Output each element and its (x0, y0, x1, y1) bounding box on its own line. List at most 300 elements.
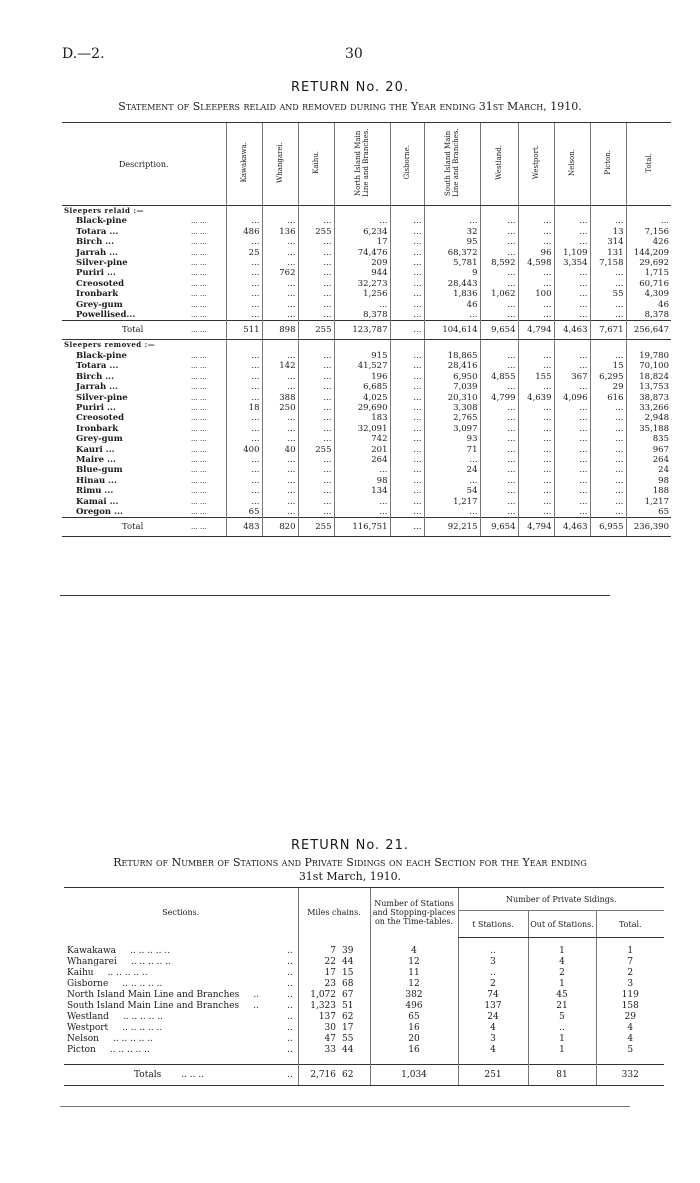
total-cell: 4,794 (518, 518, 554, 537)
table-row (62, 403, 671, 413)
total-cell: 256,647 (626, 321, 671, 340)
empty-cell (334, 206, 390, 217)
empty-cell (596, 1056, 664, 1065)
table-row (62, 216, 671, 226)
totals-label-cell (64, 1065, 284, 1086)
value-cell: ... (554, 486, 590, 496)
total-row (62, 321, 671, 340)
total-cell: 511 (226, 321, 262, 340)
empty-cell (480, 206, 518, 217)
section-label: Kaihu (67, 968, 94, 978)
leader-dots: ... ... (190, 238, 207, 247)
value-cell: 1,836 (424, 289, 480, 299)
value-cell: ... (298, 393, 334, 403)
value-cell: ... (518, 413, 554, 423)
value-cell: 4,639 (518, 393, 554, 403)
row-label: Powellised... (76, 310, 136, 321)
value-cell: 1,217 (424, 497, 480, 507)
value-cell: 915 (334, 351, 390, 361)
value-cell: 17 (334, 237, 390, 247)
value-cell: 144,209 (626, 248, 671, 258)
value-cell: ... (518, 310, 554, 321)
total-cell: 9,654 (480, 518, 518, 537)
chains-cell: 44 (342, 957, 354, 967)
stations-cell: 16 (370, 1023, 458, 1034)
value-cell: ... (390, 361, 424, 371)
value-cell: ... (226, 361, 262, 371)
value-cell: ... (518, 476, 554, 486)
row-label: Creosoted (76, 278, 125, 289)
value-cell: ... (262, 289, 298, 299)
value-cell: ... (480, 445, 518, 455)
miles-cell: 1,323 (298, 1001, 338, 1012)
value-cell: 13 (590, 227, 626, 237)
value-cell: 96 (518, 248, 554, 258)
value-cell: ... (390, 248, 424, 258)
leader-dots: ... ... (190, 435, 207, 444)
row-label: Blue-gum (76, 465, 123, 476)
empty-cell (518, 206, 554, 217)
stations-cell: 12 (370, 957, 458, 968)
leader-dots: .. (287, 990, 293, 1000)
stations-cell: 4 (370, 946, 458, 957)
value-cell: ... (390, 393, 424, 403)
value-cell: 8,378 (626, 310, 671, 321)
value-cell: ... (226, 486, 262, 496)
table-row (62, 486, 671, 496)
value-cell: ... (518, 486, 554, 496)
row-label: Maire ... (76, 454, 116, 465)
section-name (64, 1034, 284, 1045)
value-cell: ... (480, 382, 518, 392)
sections-header: Sections. (64, 888, 298, 938)
total-cell: 898 (262, 321, 298, 340)
value-cell: 29,690 (334, 403, 390, 413)
empty-cell (554, 206, 590, 217)
leader-dots: ... ... (190, 227, 207, 236)
leader-dots: .. (287, 1001, 293, 1011)
empty-cell (338, 938, 370, 947)
value-cell: 142 (262, 361, 298, 371)
stations-total: 1,034 (370, 1065, 458, 1086)
stations-cell: 496 (370, 1001, 458, 1012)
table-row (64, 979, 664, 990)
empty-cell (528, 938, 596, 947)
value-cell: ... (590, 434, 626, 444)
value-cell: ... (480, 403, 518, 413)
value-cell: 55 (590, 289, 626, 299)
value-cell: ... (480, 268, 518, 278)
section-name (64, 1045, 284, 1056)
total-cell: 7 (596, 957, 664, 968)
value-cell: 4,855 (480, 372, 518, 382)
miles-cell: 22 (298, 957, 338, 968)
value-cell: ... (298, 476, 334, 486)
value-cell: ... (298, 268, 334, 278)
value-cell: ... (590, 268, 626, 278)
value-cell: ... (262, 310, 298, 321)
value-cell: ... (390, 268, 424, 278)
leader-dots: ... ... (190, 300, 207, 309)
value-cell: 38,873 (626, 393, 671, 403)
value-cell: ... (518, 361, 554, 371)
total-cell: 116,751 (334, 518, 390, 537)
value-cell: ... (298, 507, 334, 518)
value-cell: 196 (334, 372, 390, 382)
value-cell: ... (262, 258, 298, 268)
miles-header: Miles chains. (298, 888, 370, 938)
section-name (64, 1023, 284, 1034)
value-cell: ... (518, 424, 554, 434)
value-cell: ... (518, 497, 554, 507)
value-cell: 40 (262, 445, 298, 455)
stations-cell: 12 (370, 979, 458, 990)
value-cell: ... (262, 300, 298, 310)
value-cell: ... (226, 300, 262, 310)
value-cell: 24 (626, 465, 671, 475)
table-row (62, 310, 671, 321)
value-cell: ... (590, 216, 626, 226)
value-cell: ... (390, 300, 424, 310)
value-cell: 8,378 (334, 310, 390, 321)
miles-cell: 1,072 (298, 990, 338, 1001)
value-cell: ... (480, 497, 518, 507)
value-cell: 3,354 (554, 258, 590, 268)
value-cell: 65 (626, 507, 671, 518)
value-cell: ... (554, 434, 590, 444)
table-row (62, 289, 671, 299)
leader-dots: ... ... (190, 445, 207, 454)
value-cell: ... (554, 424, 590, 434)
row-label: Birch ... (76, 237, 115, 248)
row-label: Puriri ... (76, 402, 116, 413)
value-cell: 486 (226, 227, 262, 237)
value-cell: 3,097 (424, 424, 480, 434)
value-cell: ... (480, 279, 518, 289)
value-cell: ... (298, 403, 334, 413)
value-cell: 183 (334, 413, 390, 423)
leader-dots: ... ... (190, 362, 207, 371)
chains-total: 62 (338, 1065, 370, 1086)
table-row (62, 413, 671, 423)
value-cell: ... (554, 445, 590, 455)
value-cell: ... (262, 497, 298, 507)
section-label: Kawakawa (67, 946, 117, 956)
value-cell: ... (226, 268, 262, 278)
value-cell: ... (334, 507, 390, 518)
value-cell: ... (390, 486, 424, 496)
value-cell: 7,158 (590, 258, 626, 268)
value-cell: 944 (334, 268, 390, 278)
miles-cell: 47 (298, 1034, 338, 1045)
section-name (64, 1012, 284, 1023)
value-cell: 95 (424, 237, 480, 247)
value-cell: ... (554, 455, 590, 465)
value-cell: 24 (424, 465, 480, 475)
row-label: Ironbark (76, 423, 119, 434)
section-name (64, 946, 284, 957)
total-cell: 9,654 (480, 321, 518, 340)
total-cell: 236,390 (626, 518, 671, 537)
value-cell: ... (226, 310, 262, 321)
leader-dots: ... ... (190, 372, 207, 381)
value-cell: ... (390, 372, 424, 382)
stations-header-row (64, 888, 664, 911)
totals-label: Totals (134, 1070, 162, 1080)
chains-cell: 67 (342, 990, 354, 1000)
row-label: Silver-pine (76, 392, 128, 403)
value-cell: 35,188 (626, 424, 671, 434)
value-cell: ... (480, 424, 518, 434)
row-label: Jarrah ... (76, 247, 119, 258)
value-cell: ... (390, 476, 424, 486)
out-of-stations-cell: 21 (528, 1001, 596, 1012)
leader-dots: ... ... (190, 487, 207, 496)
value-cell: 4,096 (554, 393, 590, 403)
stations-cell: 65 (370, 1012, 458, 1023)
row-label: Totara ... (76, 226, 119, 237)
row-label: Totara ... (76, 361, 119, 372)
section-label: Westport (67, 1023, 109, 1033)
value-cell: ... (554, 361, 590, 371)
section-name (64, 1001, 284, 1012)
value-cell: 762 (262, 268, 298, 278)
value-cell: ... (590, 445, 626, 455)
column-header: Total. (626, 123, 671, 206)
at-stations-total: 251 (458, 1065, 528, 1086)
column-header: Nelson. (554, 123, 590, 206)
table-row (64, 946, 664, 957)
value-cell: 20,310 (424, 393, 480, 403)
value-cell: ... (554, 289, 590, 299)
empty-cell (226, 206, 262, 217)
value-cell: 29,692 (626, 258, 671, 268)
return-21-subtitle-line2: 31st March, 1910. (298, 870, 402, 883)
value-cell: ... (590, 476, 626, 486)
at-stations-header: t Stations. (458, 911, 528, 938)
value-cell: ... (626, 216, 671, 226)
value-cell: ... (262, 413, 298, 423)
empty-cell (298, 938, 338, 947)
column-header: North Island Main Line and Branches. (334, 123, 390, 206)
leader-dots: ... ... (190, 393, 207, 402)
value-cell: ... (226, 382, 262, 392)
value-cell: 5,781 (424, 258, 480, 268)
value-cell: 967 (626, 445, 671, 455)
value-cell: ... (226, 289, 262, 299)
value-cell: 4,309 (626, 289, 671, 299)
value-cell: ... (424, 455, 480, 465)
column-header: Whangarei. (262, 123, 298, 206)
sleepers-table (62, 122, 671, 537)
value-cell: 74,476 (334, 248, 390, 258)
value-cell: 255 (298, 445, 334, 455)
row-label: Rimu ... (76, 486, 114, 497)
total-cell: 158 (596, 1001, 664, 1012)
section-label: Nelson (67, 1034, 99, 1044)
value-cell: 71 (424, 445, 480, 455)
stations-table-body (64, 938, 664, 1086)
leader-dots: .. (287, 968, 293, 978)
value-cell: 8,592 (480, 258, 518, 268)
value-cell: ... (390, 403, 424, 413)
total-cell: 3 (596, 979, 664, 990)
value-cell: 65 (226, 507, 262, 518)
leader-dots: ... ... (190, 311, 207, 320)
value-cell: ... (590, 497, 626, 507)
section-heading: Sleepers relaid :— (64, 206, 144, 215)
total-cell: 6,955 (590, 518, 626, 537)
value-cell: 1,217 (626, 497, 671, 507)
leader-dots: ... ... (190, 497, 207, 506)
value-cell: 19,780 (626, 351, 671, 361)
value-cell: ... (480, 248, 518, 258)
miles-cell: 30 (298, 1023, 338, 1034)
value-cell: ... (518, 237, 554, 247)
sleepers-header-row (62, 123, 671, 206)
total-cell: 123,787 (334, 321, 390, 340)
section-heading-row (62, 206, 671, 217)
leader-dots: ... ... (190, 290, 207, 299)
column-header: South Island Main Line and Branches. (424, 123, 480, 206)
total-cell: 255 (298, 518, 334, 537)
out-of-stations-cell: 4 (528, 957, 596, 968)
leader-dots: .. (287, 1023, 293, 1033)
leader-dots: ... ... (190, 507, 207, 516)
section-label: Gisborne (67, 979, 109, 989)
value-cell: ... (226, 372, 262, 382)
empty-cell (596, 938, 664, 947)
value-cell: ... (518, 434, 554, 444)
value-cell: ... (298, 361, 334, 371)
leader-dots: .. .. .. (181, 1070, 205, 1080)
value-cell: ... (554, 279, 590, 289)
at-stations-cell: 74 (458, 990, 528, 1001)
table-row (64, 1023, 664, 1034)
value-cell: ... (262, 434, 298, 444)
value-cell: ... (424, 310, 480, 321)
stations-cell: 382 (370, 990, 458, 1001)
value-cell: ... (554, 300, 590, 310)
chains-cell: 68 (342, 979, 354, 989)
empty-cell (626, 340, 671, 351)
empty-cell (370, 938, 458, 947)
table-row (62, 361, 671, 371)
table-row (62, 497, 671, 507)
value-cell: ... (390, 507, 424, 518)
total-cell: 255 (298, 321, 334, 340)
value-cell: ... (554, 403, 590, 413)
total-cell: 104,614 (424, 321, 480, 340)
value-cell: ... (480, 465, 518, 475)
leader-dots: ... ... (190, 424, 207, 433)
value-cell: ... (480, 476, 518, 486)
out-of-stations-cell: 5 (528, 1012, 596, 1023)
value-cell: ... (298, 382, 334, 392)
row-label: Hinau ... (76, 475, 117, 486)
value-cell: ... (226, 434, 262, 444)
total-cell: ... (390, 518, 424, 537)
value-cell: ... (262, 279, 298, 289)
empty-cell (338, 1056, 370, 1065)
table-row (62, 465, 671, 475)
value-cell: ... (390, 497, 424, 507)
value-cell: ... (298, 486, 334, 496)
empty-cell (226, 340, 262, 351)
value-cell: ... (480, 361, 518, 371)
value-cell: 4,598 (518, 258, 554, 268)
value-cell: ... (262, 507, 298, 518)
value-cell: ... (262, 455, 298, 465)
row-label: Black-pine (76, 216, 127, 227)
value-cell: 426 (626, 237, 671, 247)
value-cell: ... (226, 393, 262, 403)
table-row (64, 1034, 664, 1045)
value-cell: ... (226, 258, 262, 268)
miles-cell: 17 (298, 968, 338, 979)
total-header: Total. (596, 911, 664, 938)
row-label: Grey-gum (76, 434, 123, 445)
value-cell: 155 (518, 372, 554, 382)
total-label: Total (62, 321, 172, 340)
value-cell: ... (298, 413, 334, 423)
value-cell: ... (390, 289, 424, 299)
value-cell: ... (518, 227, 554, 237)
value-cell: ... (518, 351, 554, 361)
value-cell: ... (298, 279, 334, 289)
value-cell: 388 (262, 393, 298, 403)
value-cell: 742 (334, 434, 390, 444)
value-cell: 15 (590, 361, 626, 371)
value-cell: ... (298, 310, 334, 321)
at-stations-cell: 2 (458, 979, 528, 990)
value-cell: ... (518, 268, 554, 278)
out-of-stations-cell: .. (528, 1023, 596, 1034)
value-cell: 18 (226, 403, 262, 413)
chains-cell: 55 (342, 1034, 354, 1044)
value-cell: ... (262, 372, 298, 382)
empty-cell (590, 206, 626, 217)
value-cell: ... (262, 351, 298, 361)
value-cell: ... (554, 216, 590, 226)
table-row (62, 351, 671, 361)
leader-dots: ... ... (190, 351, 207, 360)
out-of-stations-cell: 1 (528, 979, 596, 990)
value-cell: ... (298, 300, 334, 310)
leader-dots: ... ... (172, 518, 226, 537)
empty-cell (262, 340, 298, 351)
value-cell: 188 (626, 486, 671, 496)
value-cell: ... (480, 486, 518, 496)
total-cell: 483 (226, 518, 262, 537)
value-cell: ... (390, 413, 424, 423)
chains-cell: 44 (342, 1045, 354, 1055)
value-cell: ... (226, 465, 262, 475)
value-cell: ... (390, 382, 424, 392)
value-cell: ... (518, 279, 554, 289)
value-cell: 250 (262, 403, 298, 413)
value-cell: ... (590, 351, 626, 361)
value-cell: ... (554, 413, 590, 423)
table-row (62, 268, 671, 278)
value-cell: ... (226, 476, 262, 486)
table-row (62, 279, 671, 289)
value-cell: 314 (590, 237, 626, 247)
miles-total: 2,716 (298, 1065, 338, 1086)
value-cell: 201 (334, 445, 390, 455)
value-cell: ... (518, 216, 554, 226)
leader-dots: .. .. .. .. .. (109, 1045, 150, 1055)
